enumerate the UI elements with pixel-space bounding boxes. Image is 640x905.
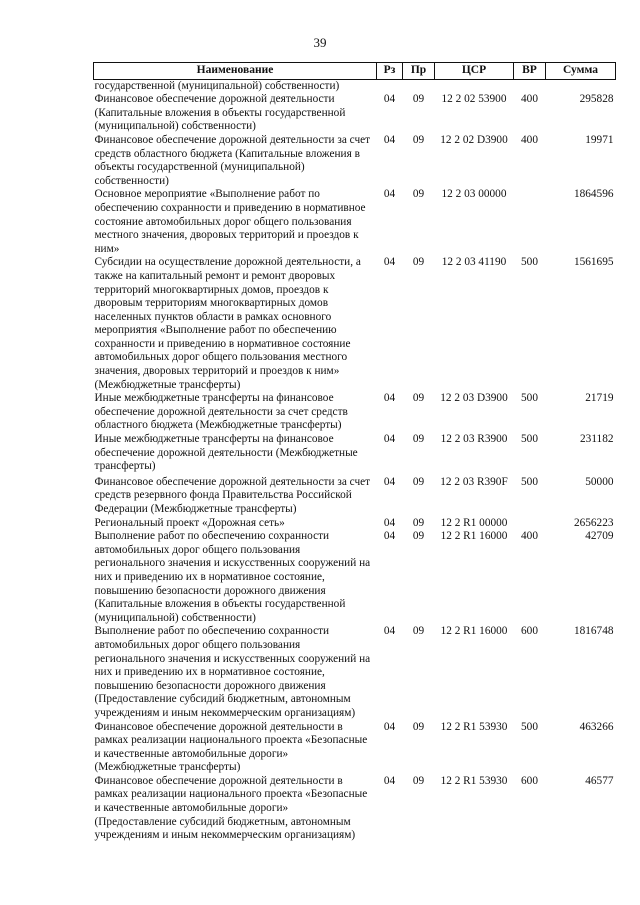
row-pr: 09: [412, 188, 425, 201]
row-sum: 1561695: [573, 256, 614, 269]
row-csr: 12 2 R1 16000: [440, 530, 508, 543]
row-sum: 19971: [585, 133, 614, 146]
header-vr: ВР: [514, 63, 546, 80]
row-name: Выполнение работ по обеспечению сохранности автомобильных дорог общего пользования регионального значения и искусственных сооружений на них и приведению их в нормативное состояние, повышению безопасности дорожного движения (Капитальные вложения в объекты государственной (муниципальной) собственности): [94, 530, 371, 624]
table-row: [94, 530, 616, 625]
row-pr: 09: [412, 530, 425, 543]
row-vr: 500: [521, 475, 538, 488]
row-vr: 500: [521, 392, 538, 405]
table-row: [94, 188, 616, 256]
row-vr: 400: [521, 93, 538, 106]
row-vr: 500: [521, 256, 538, 269]
row-pr: 09: [412, 720, 425, 733]
header-sum: Сумма: [546, 63, 616, 80]
row-csr: 12 2 03 R3900: [440, 433, 508, 446]
row-rz: 04: [383, 392, 396, 405]
row-pr: 09: [412, 433, 425, 446]
row-rz: 04: [383, 720, 396, 733]
row-pr: 09: [412, 774, 425, 787]
row-sum: 21719: [585, 392, 614, 405]
row-rz: 04: [383, 774, 396, 787]
row-rz: 04: [383, 433, 396, 446]
header-csr: ЦСР: [435, 63, 514, 80]
row-csr: 12 2 R1 16000: [440, 625, 508, 638]
row-pr: 09: [412, 516, 425, 529]
row-vr: 400: [521, 530, 538, 543]
table-row: [94, 134, 616, 188]
row-vr: 500: [521, 433, 538, 446]
row-csr: 12 2 02 53900: [441, 93, 507, 106]
row-sum: 231182: [580, 433, 614, 446]
row-rz: 04: [383, 133, 396, 146]
row-pr: 09: [412, 133, 425, 146]
row-pr: 09: [412, 625, 425, 638]
row-name: Региональный проект «Дорожная сеть»: [94, 516, 285, 529]
row-pr: 09: [412, 475, 425, 488]
row-sum: 1816748: [573, 625, 614, 638]
row-sum: 46577: [585, 774, 614, 787]
header-name: Наименование: [94, 63, 377, 80]
table-row: [94, 79, 616, 93]
row-rz: 04: [383, 516, 396, 529]
row-rz: 04: [383, 256, 396, 269]
row-csr: 12 2 03 00000: [441, 188, 507, 201]
row-vr: 600: [521, 774, 538, 787]
page-number: 39: [313, 35, 327, 50]
row-sum: [546, 79, 616, 93]
row-sum: 50000: [585, 475, 614, 488]
row-rz: 04: [383, 188, 396, 201]
row-csr: 12 2 02 D3900: [440, 133, 508, 146]
table-body: [94, 79, 616, 843]
table-row: [94, 433, 616, 474]
row-pr: 09: [412, 93, 425, 106]
table-row: [94, 721, 616, 775]
row-name: государственной (муниципальной) собственности): [94, 79, 340, 92]
table-row: [94, 625, 616, 720]
row-sum: 1864596: [573, 188, 614, 201]
row-name: Финансовое обеспечение дорожной деятельности (Капитальные вложения в объекты государственной (муниципальной) собственности): [94, 93, 346, 133]
table-row: [94, 93, 616, 134]
row-name: Иные межбюджетные трансферты на финансовое обеспечение дорожной деятельности (Межбюджетные трансферты): [94, 433, 358, 473]
row-vr: [514, 188, 546, 256]
row-name: Выполнение работ по обеспечению сохранности автомобильных дорог общего пользования регионального значения и искусственных сооружений на них и приведению их в нормативное состояние, повышению безопасности дорожного движения (Предоставление субсидий бюджетным, автономным учреждениям и иным некоммерческим организациям): [94, 625, 371, 719]
table-row: [94, 517, 616, 531]
row-sum: 295828: [579, 93, 614, 106]
row-csr: 12 2 R1 00000: [440, 516, 508, 529]
row-vr: [514, 517, 546, 531]
header-pr: Пр: [403, 63, 435, 80]
row-csr: [435, 79, 514, 93]
row-pr: 09: [412, 256, 425, 269]
row-vr: 400: [521, 133, 538, 146]
table-row: [94, 775, 616, 843]
row-pr: [403, 79, 435, 93]
row-name: Основное мероприятие «Выполнение работ по обеспечению сохранности и приведению в нормативное состояние автомобильных дорог общего пользования местного значения, дворовых территорий и проездов к ним»: [94, 188, 366, 255]
table-row: [94, 392, 616, 433]
row-csr: 12 2 R1 53930: [440, 720, 508, 733]
row-csr: 12 2 03 41190: [441, 256, 507, 269]
row-name: Финансовое обеспечение дорожной деятельности в рамках реализации национального проекта «Безопасные и качественные автомобильные дороги» (Предоставление субсидий бюджетным, автономным учреждениям и иным некоммерческим организациям): [94, 774, 368, 842]
row-name: Субсидии на осуществление дорожной деятельности, а также на капитальный ремонт и ремонт дворовых территорий многоквартирных домов, проездов к дворовым территориям многоквартирных домов населенных пунктов области в рамках основного мероприятия «Выполнение работ по обеспечению сохранности и приведению в нормативное состояние автомобильных дорог общего пользования местного значения, дворовых территорий и проездов к ним» (Межбюджетные трансферты): [94, 256, 361, 391]
row-sum: 42709: [585, 530, 614, 543]
row-name: Финансовое обеспечение дорожной деятельности за счет средств областного бюджета (Капитальные вложения в объекты государственной (муниципальной) собственности): [94, 133, 371, 187]
table-row: [94, 474, 616, 517]
table-row: [94, 256, 616, 392]
row-rz: 04: [383, 530, 396, 543]
row-name: Финансовое обеспечение дорожной деятельности за счет средств резервного фонда Правительства Российской Федерации (Межбюджетные трансферты): [94, 475, 371, 515]
row-sum: 2656223: [573, 516, 614, 529]
row-sum: 463266: [579, 720, 614, 733]
row-vr: 500: [521, 720, 538, 733]
row-vr: [514, 79, 546, 93]
row-rz: 04: [383, 475, 396, 488]
row-pr: 09: [412, 392, 425, 405]
table-header: [94, 63, 616, 80]
row-csr: 12 2 03 R390F: [440, 475, 508, 488]
budget-table: [93, 62, 616, 843]
row-rz: [377, 79, 403, 93]
row-vr: 600: [521, 625, 538, 638]
row-rz: 04: [383, 625, 396, 638]
row-name: Иные межбюджетные трансферты на финансовое обеспечение дорожной деятельности за счет средств областного бюджета (Межбюджетные трансферты): [94, 392, 348, 432]
header-rz: Рз: [377, 63, 403, 80]
row-csr: 12 2 03 D3900: [440, 392, 508, 405]
row-name: Финансовое обеспечение дорожной деятельности в рамках реализации национального проекта «Безопасные и качественные автомобильные дороги» (Межбюджетные трансферты): [94, 720, 368, 774]
row-rz: 04: [383, 93, 396, 106]
row-csr: 12 2 R1 53930: [440, 774, 508, 787]
